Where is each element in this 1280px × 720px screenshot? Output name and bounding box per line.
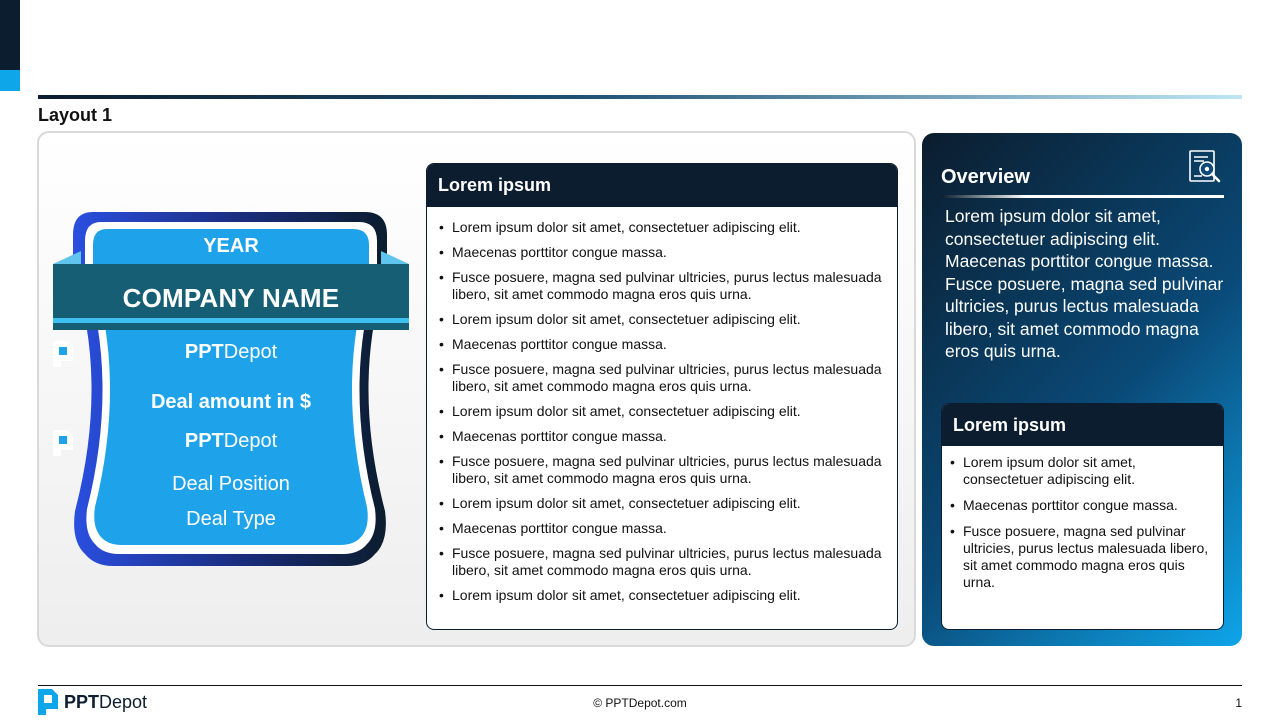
badge-logo-2 — [53, 430, 409, 453]
logo-mark-icon — [53, 430, 73, 456]
overview-body: Lorem ipsum dolor sit amet, consectetuer adipiscing elit. Maecenas porttitor congue massa. Fusce posuere, magna sed pulvinar ultricies, purus lectus malesuada libero, sit amet commodo magna eros quis urna. — [945, 206, 1224, 361]
overview-panel — [922, 133, 1242, 646]
list-item: • Fusce posuere, magna sed pulvinar ultricies, purus lectus malesuada libero, sit amet commodo magna eros quis urna. — [950, 523, 1213, 591]
logo-mark-icon — [53, 341, 73, 367]
badge-company-name: COMPANY NAME — [122, 283, 340, 313]
corner-accent-dark — [0, 0, 20, 70]
layout-label: Layout 1 — [38, 105, 113, 125]
overview-card-title: Lorem ipsum — [942, 404, 1223, 446]
badge-deal-type: Deal Type — [186, 508, 276, 530]
footer-logo-text: PPTDepot — [64, 691, 148, 712]
list-item: • Fusce posuere, magna sed pulvinar ultricies, purus lectus malesuada libero, sit amet commodo magna eros quis urna. — [439, 453, 885, 487]
list-item: • Fusce posuere, magna sed pulvinar ultricies, purus lectus malesuada libero, sit amet commodo magna eros quis urna. — [439, 269, 885, 303]
list-item: • Maecenas porttitor congue massa. — [950, 497, 1213, 514]
list-item: • Fusce posuere, magna sed pulvinar ultricies, purus lectus malesuada libero, sit amet commodo magna eros quis urna. — [439, 361, 885, 395]
list-item: • Lorem ipsum dolor sit amet, consectetuer adipiscing elit. — [439, 311, 885, 328]
details-card-title: Lorem ipsum — [427, 164, 897, 207]
corner-accent-blue — [0, 70, 20, 91]
overview-rule — [941, 195, 1224, 198]
list-item: • Lorem ipsum dolor sit amet, consectetuer adipiscing elit. — [950, 454, 1213, 488]
list-item: • Fusce posuere, magna sed pulvinar ultricies, purus lectus malesuada libero, sit amet commodo magna eros quis urna. — [439, 545, 885, 579]
list-item: • Maecenas porttitor congue massa. — [439, 336, 885, 353]
details-list — [427, 207, 897, 604]
footer-copyright: © PPTDepot.com — [593, 696, 687, 710]
company-badge — [53, 211, 409, 568]
page-number: 1 — [1235, 696, 1242, 710]
list-item: • Lorem ipsum dolor sit amet, consectetuer adipiscing elit. — [439, 495, 885, 512]
badge-deal-position: Deal Position — [172, 473, 290, 495]
overview-title: Overview — [941, 166, 1030, 188]
list-item: • Lorem ipsum dolor sit amet, consectetuer adipiscing elit. — [439, 403, 885, 420]
details-card — [426, 163, 898, 630]
badge-logo-1 — [53, 341, 409, 364]
badge-logo-1-text: PPTDepot — [184, 341, 278, 363]
title-rule — [38, 95, 1242, 99]
list-item: • Lorem ipsum dolor sit amet, consectetuer adipiscing elit. — [439, 219, 885, 236]
list-item: • Maecenas porttitor congue massa. — [439, 244, 885, 261]
badge-logo-2-text: PPTDepot — [184, 430, 278, 452]
badge-deal-amount: Deal amount in $ — [150, 391, 312, 413]
footer-rule — [38, 685, 1242, 686]
overview-card-list — [942, 446, 1223, 591]
list-item: • Lorem ipsum dolor sit amet, consectetuer adipiscing elit. — [439, 587, 885, 604]
list-item: • Maecenas porttitor congue massa. — [439, 428, 885, 445]
corner-accent — [0, 0, 20, 91]
list-item: • Maecenas porttitor congue massa. — [439, 520, 885, 537]
document-search-icon — [1184, 148, 1224, 188]
badge-year: YEAR — [203, 235, 259, 257]
overview-card — [941, 403, 1224, 630]
